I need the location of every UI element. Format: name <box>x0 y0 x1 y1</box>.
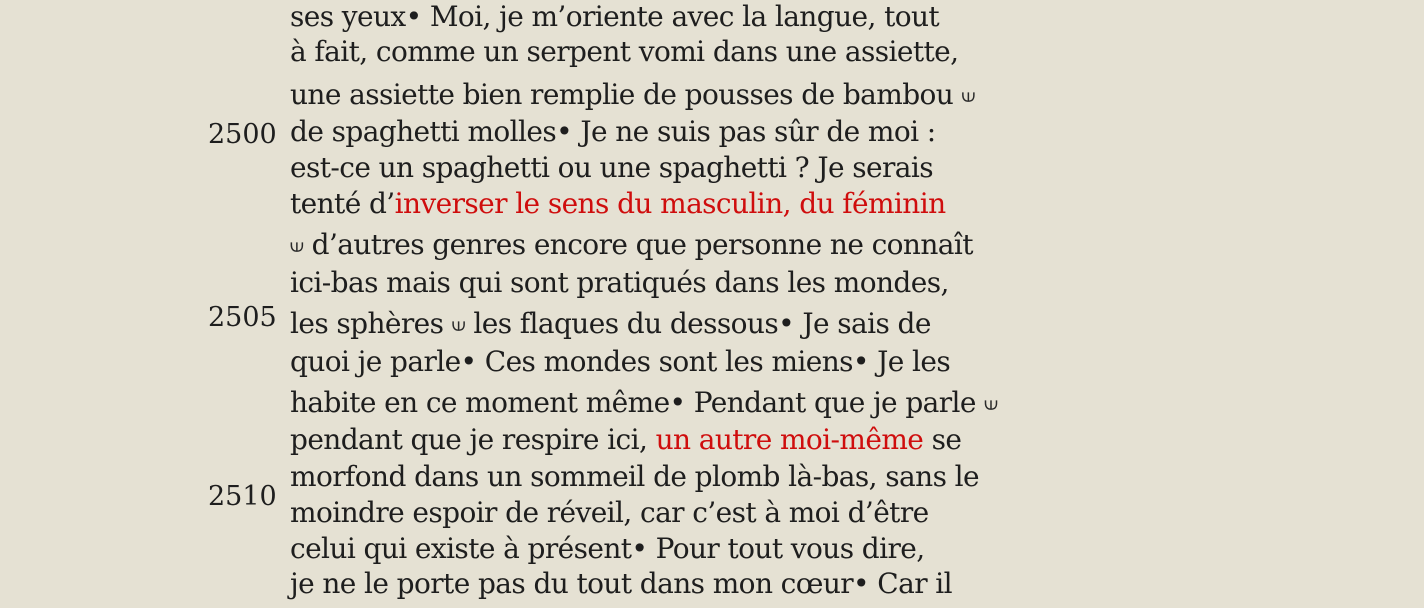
line-text: morfond dans un sommeil de plomb là-bas, sans le <box>290 460 979 493</box>
verse-mark-icon: ⟒ <box>961 83 975 107</box>
line-text: ici-bas mais qui sont pratiqués dans les mondes, <box>290 266 949 299</box>
line-text: tenté d’ <box>290 187 395 220</box>
line-text: de spaghetti molles• Je ne suis pas sûr de moi : <box>290 115 936 148</box>
text-line <box>290 151 933 185</box>
line-text: une assiette bien remplie de pousses de bambou <box>290 78 954 111</box>
highlighted-text: un autre moi-même <box>655 423 924 456</box>
verse-mark-icon: ⟒ <box>290 233 304 257</box>
line-text: quoi je parle• Ces mondes sont les miens• Je les <box>290 345 951 378</box>
highlighted-text: inverser le sens du masculin, du féminin <box>394 187 946 220</box>
line-text: est-ce un spaghetti ou une spaghetti ? Je serais <box>290 151 933 184</box>
line-text: se <box>931 423 962 456</box>
text-line <box>290 423 961 457</box>
text-line <box>290 386 998 422</box>
text-line <box>290 345 950 379</box>
line-number-2505: 2505 <box>208 302 277 333</box>
text-line <box>290 496 929 530</box>
text-line <box>290 35 958 69</box>
line-text: celui qui existe à présent• Pour tout vous dire, <box>290 532 925 565</box>
line-text: les flaques du dessous• Je sais de <box>473 307 931 340</box>
text-line <box>290 567 952 601</box>
line-text: à fait, comme un serpent vomi dans une assiette, <box>290 35 959 68</box>
line-text: moindre espoir de réveil, car c’est à moi d’être <box>290 496 929 529</box>
line-text: je ne le porte pas du tout dans mon cœur• Car il <box>290 567 952 600</box>
text-line <box>290 228 973 264</box>
line-text: les sphères <box>290 307 444 340</box>
line-text: pendant que je respire ici, <box>290 423 648 456</box>
line-text: habite en ce moment même• Pendant que je parle <box>290 386 976 419</box>
text-line <box>290 266 949 300</box>
text-line <box>290 115 936 149</box>
line-number-2510: 2510 <box>208 481 277 512</box>
verse-mark-icon: ⟒ <box>984 391 998 415</box>
text-line <box>290 460 979 494</box>
text-line <box>290 307 931 343</box>
line-text: ses yeux• Moi, je m’oriente avec la langue, tout <box>290 0 940 33</box>
verse-mark-icon: ⟒ <box>451 312 466 336</box>
line-text: d’autres genres encore que personne ne connaît <box>311 228 973 261</box>
text-line <box>290 532 925 566</box>
text-line <box>290 78 975 114</box>
text-line <box>290 0 939 34</box>
line-number-2500: 2500 <box>208 119 277 150</box>
text-line <box>290 187 946 221</box>
